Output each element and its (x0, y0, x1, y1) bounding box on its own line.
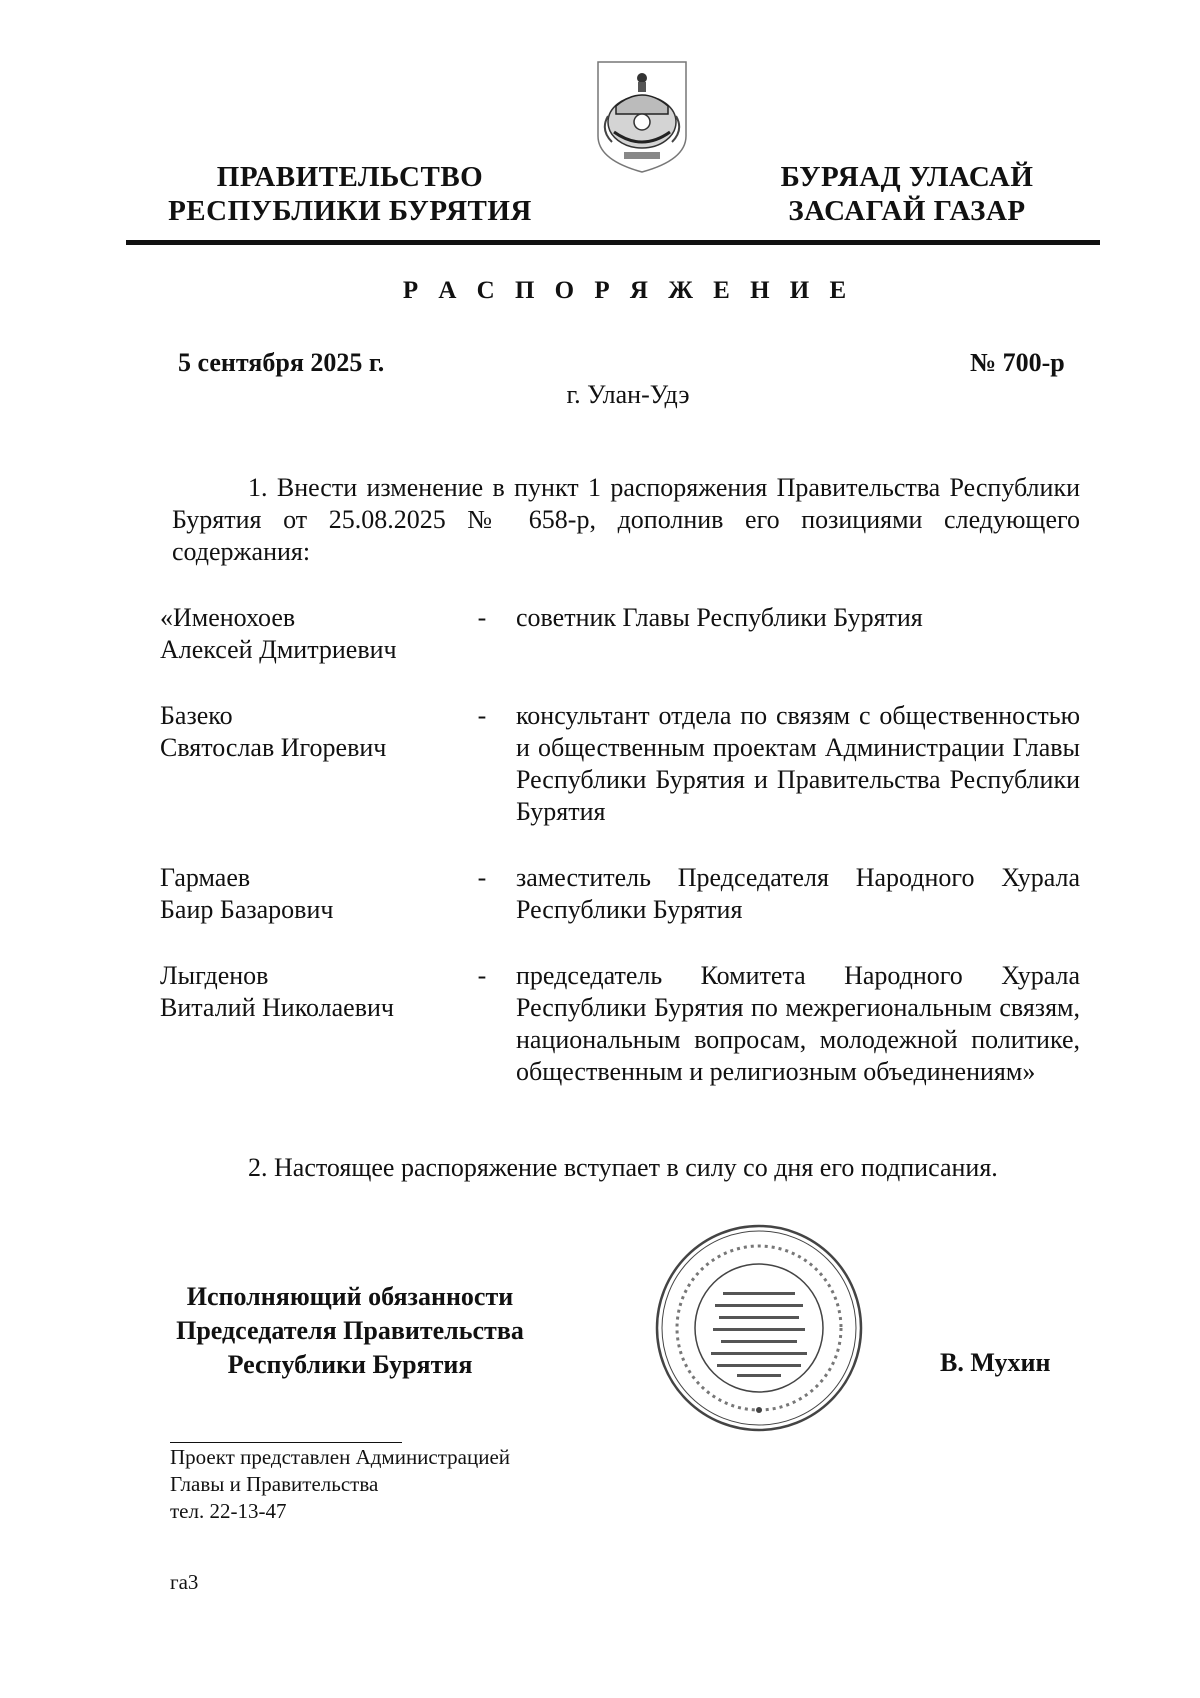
person-position: заместитель Председателя Народного Хурала Республики Бурятия (516, 863, 1080, 924)
person-surname: Лыгденов (160, 961, 269, 990)
footnote-divider (170, 1442, 402, 1443)
person-surname: «Именохоев (160, 603, 296, 632)
person-position: председатель Комитета Народного Хурала Республики Бурятия по межрегиональным связям, национальным вопросам, молодежной политике, общественным и религиозным объединениям» (516, 961, 1080, 1086)
paragraph-2: 2. Настоящее распоряжение вступает в силу со дня его подписания. (248, 1153, 998, 1182)
footer-phone: тел. 22-13-47 (170, 1499, 287, 1523)
executor-initials: га3 (170, 1570, 199, 1594)
document-date: 5 сентября 2025 г. (178, 348, 385, 377)
person-position: советник Главы Республики Бурятия (516, 603, 923, 632)
issuer-line1: ПРАВИТЕЛЬСТВО (216, 161, 484, 193)
issuer-buryat-line1: БУРЯАД УЛАСАЙ (780, 161, 1034, 193)
footer-line: Проект представлен Администрацией (170, 1445, 511, 1469)
document-type: Р А С П О Р Я Ж Е Н И Е (402, 277, 854, 304)
signatory-title-line3: Республики Бурятия (227, 1350, 473, 1379)
signatory-title-line2: Председателя Правительства (176, 1316, 524, 1345)
person-given-names: Алексей Дмитриевич (160, 635, 397, 664)
person-given-names: Баир Базарович (160, 895, 334, 924)
signatory-name: В. Мухин (940, 1348, 1051, 1377)
person-surname: Базеко (160, 701, 233, 730)
person-name (160, 602, 460, 666)
issuer-buryat-line2: ЗАСАГАЙ ГАЗАР (788, 195, 1026, 227)
dash-separator: - (477, 863, 487, 892)
footer-line: Главы и Правительства (170, 1472, 379, 1496)
signatory-title (150, 1280, 550, 1382)
person-surname: Гармаев (160, 863, 251, 892)
person-name (160, 700, 460, 764)
official-seal-icon (653, 1222, 865, 1434)
person-given-names: Святослав Игоревич (160, 733, 387, 762)
signatory-title-line1: Исполняющий обязанности (186, 1282, 514, 1311)
document-city: г. Улан-Удэ (566, 380, 690, 409)
person-name (160, 960, 460, 1024)
person-name (160, 862, 460, 926)
issuer-name-buryat (762, 160, 1052, 228)
dash-separator: - (477, 961, 487, 990)
dash-separator: - (477, 603, 487, 632)
header-divider (126, 240, 1100, 245)
issuer-name-russian (160, 160, 540, 228)
dash-separator: - (477, 701, 487, 730)
person-position: консультант отдела по связям с общественностью и общественным проектам Администрации Главы Республики Бурятия и Правительства Республики Бурятия (516, 701, 1080, 826)
issuer-line2: РЕСПУБЛИКИ БУРЯТИЯ (168, 195, 532, 227)
coat-of-arms-icon (594, 56, 690, 174)
document-number: № 700-р (970, 348, 1065, 377)
paragraph-1: 1. Внести изменение в пункт 1 распоряжения Правительства Республики Бурятия от 25.08.2025 № 658-р, дополнив его позициями следующего содержания: (172, 473, 1080, 566)
person-given-names: Виталий Николаевич (160, 993, 394, 1022)
